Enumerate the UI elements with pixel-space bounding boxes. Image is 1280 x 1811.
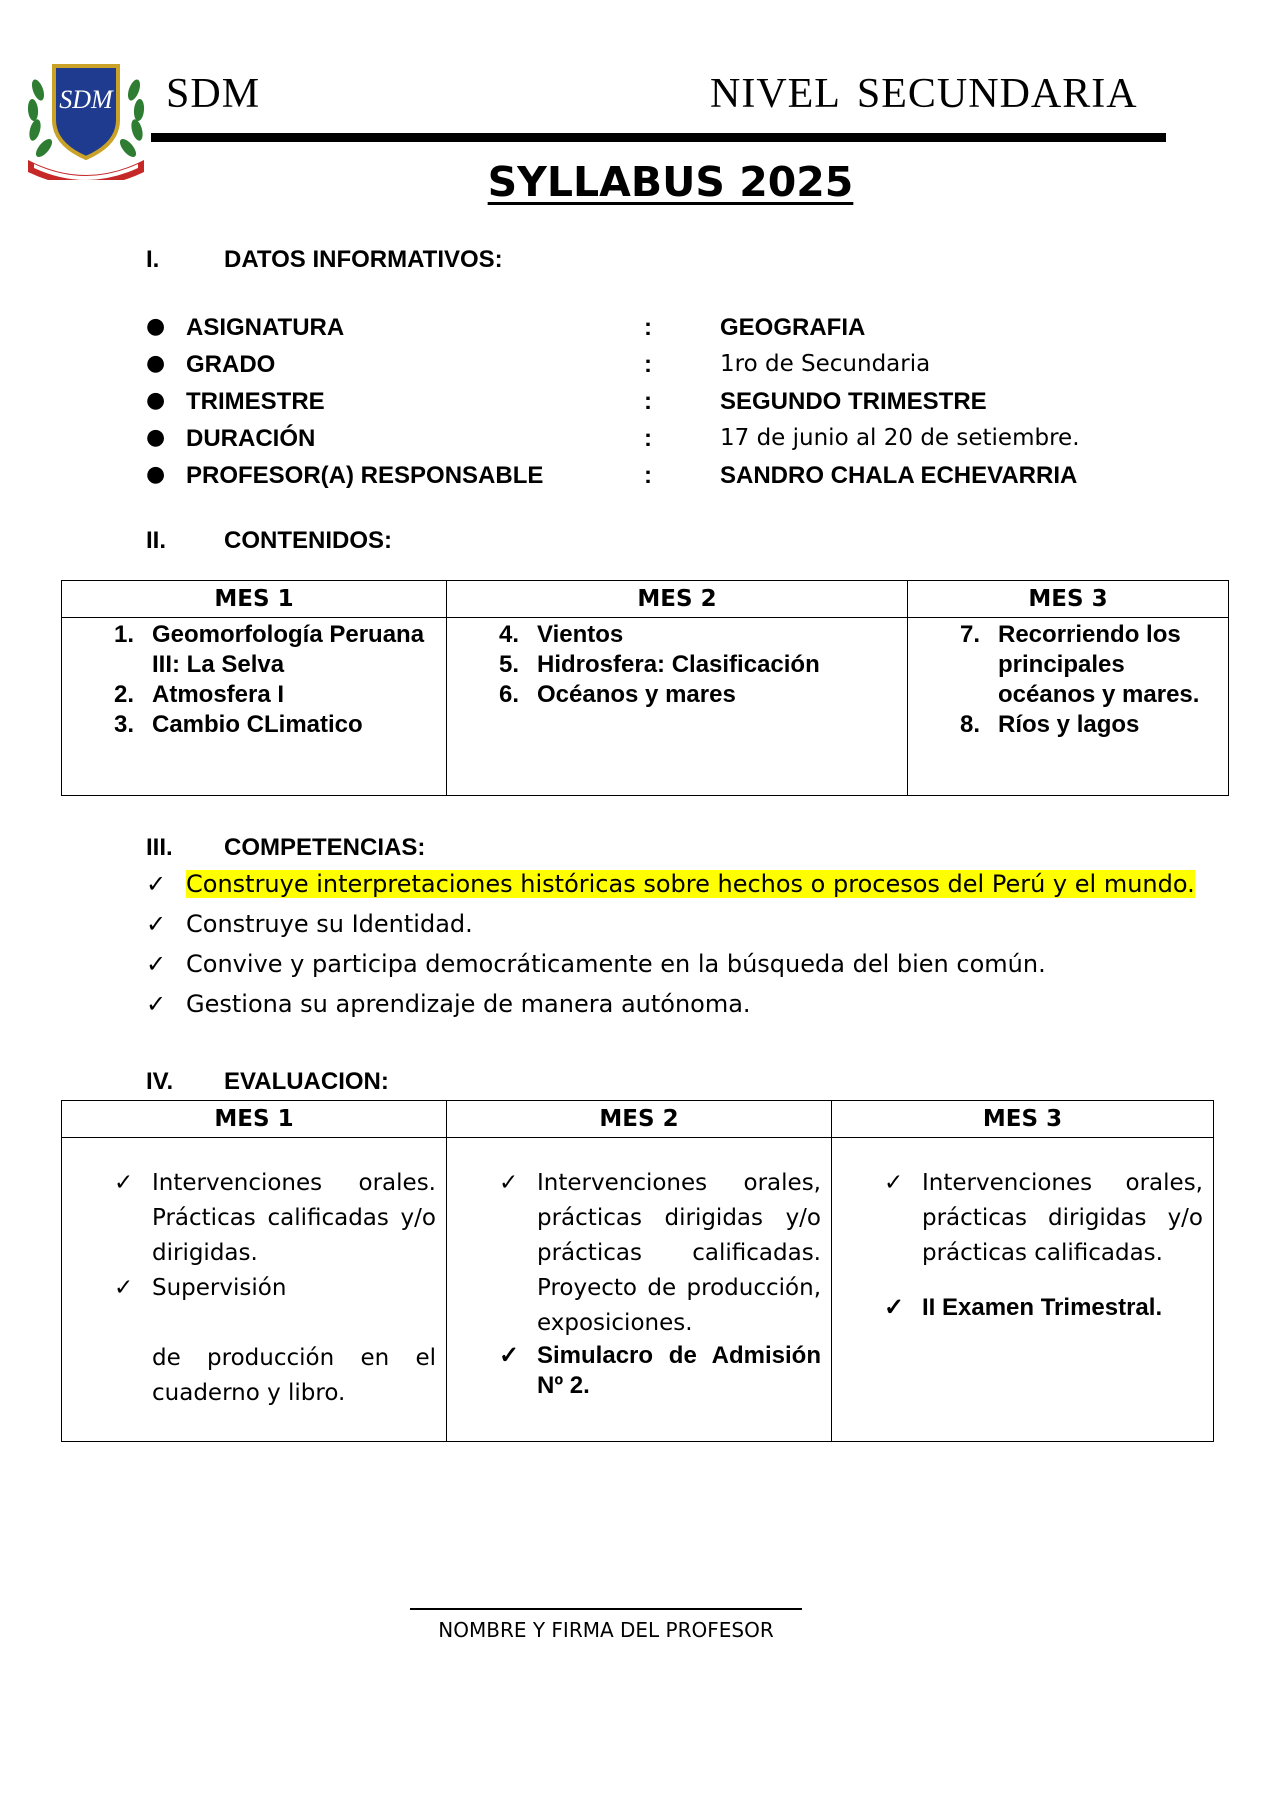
section-number: II.: [146, 527, 167, 554]
list-item: 3. Cambio CLimatico: [114, 711, 363, 738]
list-item: 5. Hidrosfera: Clasificación: [499, 651, 820, 678]
evaluacion-item-continued: de producción en el cuaderno y libro.: [152, 1345, 436, 1406]
evaluacion-cell-mes2: [447, 1138, 832, 1442]
datos-key: PROFESOR(A) RESPONSABLE: [186, 462, 544, 489]
checkmark-icon: ✓: [499, 1170, 519, 1196]
contenidos-cell-mes2: [447, 618, 908, 796]
section-heading-competencias: [146, 834, 746, 864]
datos-row-trimestre: [146, 388, 1146, 424]
section-heading-contenidos: [146, 527, 746, 557]
evaluacion-table: [61, 1100, 1214, 1442]
checkmark-icon: ✓: [884, 1170, 904, 1196]
datos-colon: :: [644, 425, 652, 452]
evaluacion-item: ✓ Simulacro de Admisión Nº 2.: [499, 1342, 821, 1399]
evaluacion-cell-mes3: [832, 1138, 1214, 1442]
evaluacion-cell-mes1: [62, 1138, 447, 1442]
table-header: MES 2: [447, 1101, 832, 1138]
checkmark-icon: ✓: [146, 990, 167, 1018]
section-label: COMPETENCIAS:: [224, 834, 426, 861]
checkmark-icon: ✓: [146, 910, 167, 938]
competencia-text: Convive y participa democráticamente en la búsqueda del bien común.: [186, 950, 1046, 978]
section-number: III.: [146, 834, 173, 861]
evaluacion-item: ✓ Intervenciones orales, prácticas dirigidas y/o prácticas calificadas. Proyecto de producción, exposiciones.: [537, 1166, 821, 1341]
bullet-icon: ●: [146, 314, 166, 339]
list-item: 2. Atmosfera I: [114, 681, 285, 708]
datos-value: 1ro de Secundaria: [720, 351, 931, 377]
bullet-icon: ●: [146, 462, 166, 487]
competencia-text: Construye su Identidad.: [186, 910, 473, 938]
datos-row-profesor: [146, 462, 1146, 498]
datos-row-duracion: [146, 425, 1146, 461]
checkmark-icon: ✓: [114, 1275, 134, 1301]
datos-value: 17 de junio al 20 de setiembre.: [720, 425, 1080, 451]
datos-value: SEGUNDO TRIMESTRE: [720, 388, 987, 415]
signature-label: NOMBRE Y FIRMA DEL PROFESOR: [438, 1618, 774, 1642]
checkmark-icon: ✓: [499, 1342, 520, 1369]
datos-key: TRIMESTRE: [186, 388, 325, 415]
section-label: DATOS INFORMATIVOS:: [224, 246, 503, 273]
checkmark-icon: ✓: [114, 1170, 134, 1196]
svg-text:SDM: SDM: [59, 85, 113, 114]
evaluacion-item: ✓ Intervenciones orales. Prácticas calificadas y/o dirigidas.: [152, 1166, 436, 1271]
list-item: 6. Océanos y mares: [499, 681, 736, 708]
signature-line: [410, 1608, 802, 1610]
checkmark-icon: ✓: [884, 1294, 905, 1321]
table-header: MES 1: [62, 581, 447, 618]
section-heading-evaluacion: [146, 1068, 746, 1098]
list-item: 8. Ríos y lagos: [960, 711, 1140, 738]
table-header: MES 3: [832, 1101, 1214, 1138]
header-rule: [151, 133, 1166, 142]
datos-value: SANDRO CHALA ECHEVARRIA: [720, 462, 1078, 489]
datos-row-grado: [146, 351, 1146, 387]
checkmark-icon: ✓: [146, 870, 167, 898]
datos-key: ASIGNATURA: [186, 314, 345, 341]
datos-value: GEOGRAFIA: [720, 314, 866, 341]
datos-colon: :: [644, 388, 652, 415]
evaluacion-item: ✓ Supervisión: [152, 1271, 436, 1306]
page-title: SYLLABUS 2025: [487, 158, 854, 206]
contenidos-table: [61, 580, 1229, 796]
contenidos-cell-mes1: [62, 618, 447, 796]
section-number: IV.: [146, 1068, 174, 1095]
datos-key: GRADO: [186, 351, 276, 378]
list-item: 7. Recorriendo los principales océanos y mares.: [960, 621, 1200, 708]
evaluacion-item: ✓ Intervenciones orales, prácticas dirigidas y/o prácticas calificadas.: [922, 1166, 1203, 1271]
school-name: SDM: [166, 71, 261, 117]
competencia-text: Gestiona su aprendizaje de manera autónoma.: [186, 990, 751, 1018]
section-label: EVALUACION:: [224, 1068, 389, 1095]
list-item: 1. Geomorfología Peruana III: La Selva: [114, 621, 425, 678]
datos-colon: :: [644, 462, 652, 489]
section-label: CONTENIDOS:: [224, 527, 392, 554]
table-header: MES 2: [447, 581, 908, 618]
datos-colon: :: [644, 314, 652, 341]
datos-row-asignatura: [146, 314, 1146, 350]
bullet-icon: ●: [146, 425, 166, 450]
checkmark-icon: ✓: [146, 950, 167, 978]
list-item: 4. Vientos: [499, 621, 624, 648]
datos-key: DURACIÓN: [186, 425, 316, 452]
bullet-icon: ●: [146, 351, 166, 376]
datos-colon: :: [644, 351, 652, 378]
contenidos-cell-mes3: [908, 618, 1229, 796]
table-header: MES 3: [908, 581, 1229, 618]
bullet-icon: ●: [146, 388, 166, 413]
level-label: NIVEL SECUNDARIA: [710, 71, 1138, 117]
table-header: MES 1: [62, 1101, 447, 1138]
section-heading-datos: [146, 246, 746, 276]
evaluacion-item: ✓ II Examen Trimestral.: [884, 1294, 1163, 1321]
section-number: I.: [146, 246, 160, 273]
competencia-text-highlighted: Construye interpretaciones históricas sobre hechos o procesos del Perú y el mundo.: [186, 870, 1195, 898]
